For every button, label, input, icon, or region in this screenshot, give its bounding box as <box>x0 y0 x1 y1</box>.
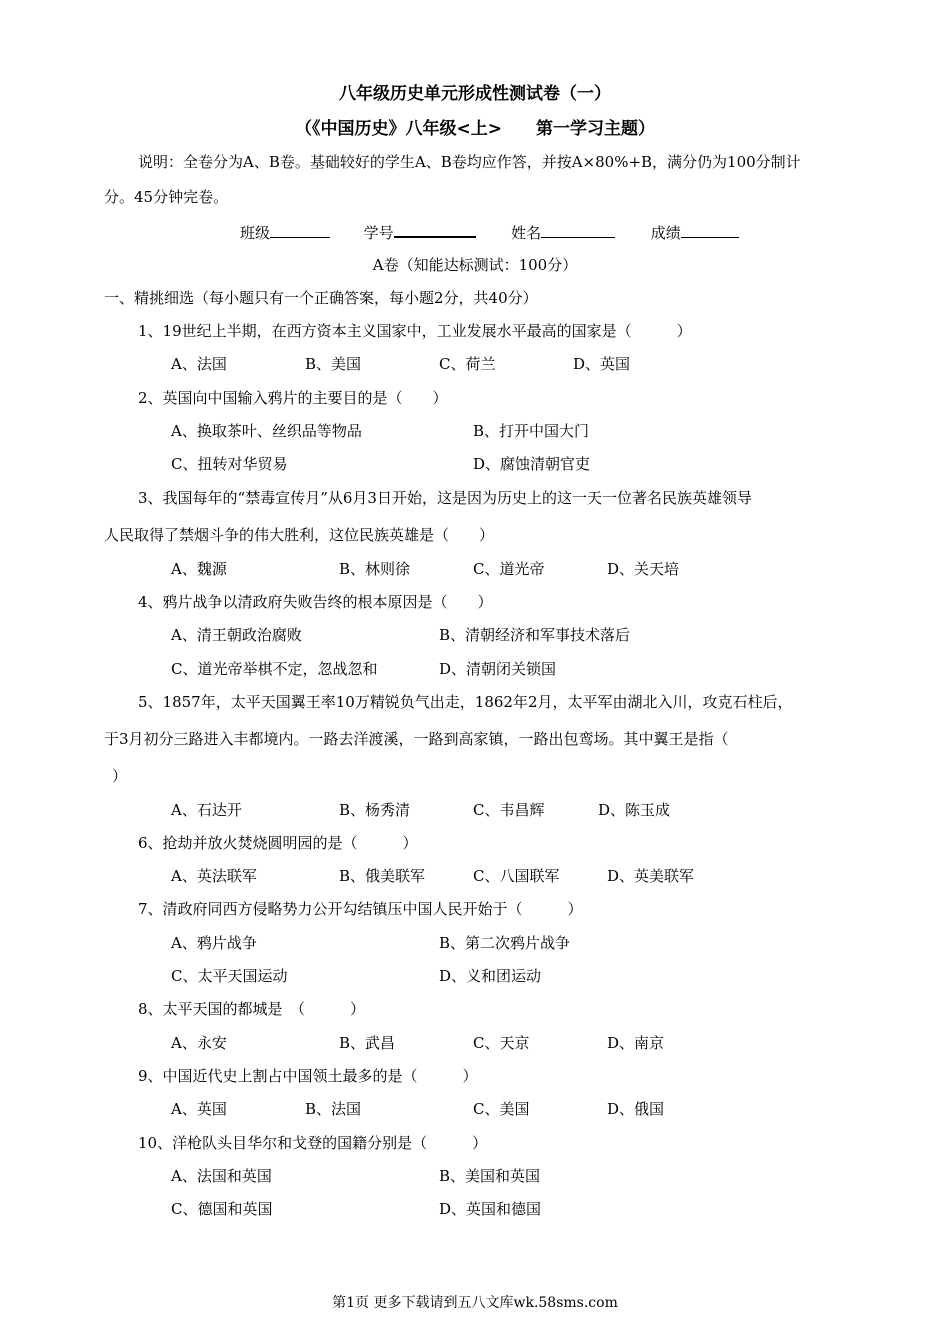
q10-option-b: B、美国和英国 <box>439 1167 541 1185</box>
q8-option-d: D、南京 <box>607 1034 665 1052</box>
question-10-stem: 10、洋枪队头目华尔和戈登的国籍分别是（ ） <box>138 1134 488 1152</box>
q10-option-a: A、法国和英国 <box>171 1167 272 1185</box>
q4-option-d: D、清朝闭关锁国 <box>439 660 557 678</box>
q9-option-d: D、俄国 <box>607 1100 665 1118</box>
part-1-heading: 一、精挑细选（每小题只有一个正确答案，每小题2分，共40分） <box>104 289 538 307</box>
class-field[interactable] <box>270 222 330 238</box>
q5-option-c: C、韦昌辉 <box>473 801 545 819</box>
q9-option-b: B、法国 <box>305 1100 362 1118</box>
q1-option-d: D、英国 <box>573 355 631 373</box>
section-a-header: A卷（知能达标测试：100分） <box>372 256 578 274</box>
q9-option-a: A、英国 <box>171 1100 227 1118</box>
q1-option-b: B、美国 <box>305 355 362 373</box>
q3-option-a: A、魏源 <box>171 560 227 578</box>
question-8-stem: 8、太平天国的都城是 （ ） <box>138 1000 366 1018</box>
page-title: 八年级历史单元形成性测试卷（一） <box>339 84 611 104</box>
q9-option-c: C、美国 <box>473 1100 530 1118</box>
number-label: 学号 <box>363 224 394 242</box>
q7-option-a: A、鸦片战争 <box>171 934 257 952</box>
page-subtitle: （《中国历史》八年级<上> 第一学习主题） <box>295 119 655 139</box>
score-field[interactable] <box>681 222 739 238</box>
q7-option-b: B、第二次鸦片战争 <box>439 934 571 952</box>
number-field[interactable] <box>394 221 476 238</box>
name-field[interactable] <box>541 222 615 238</box>
question-6-stem: 6、抢劫并放火焚烧圆明园的是（ ） <box>138 834 418 852</box>
q7-option-d: D、义和团运动 <box>439 967 542 985</box>
question-5-stem-cont: 于3月初分三路进入丰都境内。一路去洋渡溪，一路到高家镇，一路出包鸾场。其中翼王是指（ <box>104 730 729 748</box>
question-4-stem: 4、鸦片战争以清政府失败告终的根本原因是（ ） <box>138 593 493 611</box>
question-2-stem: 2、英国向中国输入鸦片的主要目的是（ ） <box>138 389 448 407</box>
q6-option-a: A、英法联军 <box>171 867 257 885</box>
student-info-row <box>240 221 739 243</box>
name-label: 姓名 <box>511 224 542 242</box>
q2-option-a: A、换取茶叶、丝织品等物品 <box>171 422 362 440</box>
score-label: 成绩 <box>650 224 681 242</box>
q4-option-c: C、道光帝举棋不定，忽战忽和 <box>171 660 378 678</box>
page-footer: 第1页 更多下载请到五八文库wk.58sms.com <box>332 1295 618 1311</box>
q5-option-b: B、杨秀清 <box>339 801 411 819</box>
q3-option-b: B、林则徐 <box>339 560 411 578</box>
q7-option-c: C、太平天国运动 <box>171 967 288 985</box>
q3-option-c: C、道光帝 <box>473 560 545 578</box>
q2-option-c: C、扭转对华贸易 <box>171 455 288 473</box>
instructions-line-2: 分。45分钟完卷。 <box>104 188 229 206</box>
q8-option-b: B、武昌 <box>339 1034 396 1052</box>
q1-option-c: C、荷兰 <box>439 355 496 373</box>
question-5-stem: 5、1857年，太平天国翼王率10万精锐负气出走，1862年2月，太平军由湖北入川，攻克石柱后， <box>138 693 793 711</box>
q4-option-b: B、清朝经济和军事技术落后 <box>439 626 631 644</box>
q10-option-c: C、德国和英国 <box>171 1200 273 1218</box>
question-3-stem-cont: 人民取得了禁烟斗争的伟大胜利，这位民族英雄是（ ） <box>104 526 495 544</box>
question-1-stem: 1、19世纪上半期，在西方资本主义国家中，工业发展水平最高的国家是（ ） <box>138 322 692 340</box>
q6-option-d: D、英美联军 <box>607 867 695 885</box>
q2-option-d: D、腐蚀清朝官吏 <box>473 455 591 473</box>
q8-option-a: A、永安 <box>171 1034 227 1052</box>
q5-option-d: D、陈玉成 <box>598 801 671 819</box>
q10-option-d: D、英国和德国 <box>439 1200 542 1218</box>
q4-option-a: A、清王朝政治腐败 <box>171 626 302 644</box>
q6-option-c: C、八国联军 <box>473 867 560 885</box>
q8-option-c: C、天京 <box>473 1034 530 1052</box>
question-9-stem: 9、中国近代史上割占中国领土最多的是（ ） <box>138 1067 478 1085</box>
instructions-line-1: 说明：全卷分为A、B卷。基础较好的学生A、B卷均应作答，并按A×80%+B，满分仍为100分制计 <box>138 153 801 171</box>
class-label: 班级 <box>240 224 271 242</box>
q6-option-b: B、俄美联军 <box>339 867 426 885</box>
q3-option-d: D、关天培 <box>607 560 680 578</box>
q1-option-a: A、法国 <box>171 355 227 373</box>
question-7-stem: 7、清政府同西方侵略势力公开勾结镇压中国人民开始于（ ） <box>138 900 583 918</box>
question-5-stem-end: ） <box>112 767 128 785</box>
q2-option-b: B、打开中国大门 <box>473 422 590 440</box>
question-3-stem: 3、我国每年的“禁毒宣传月”从6月3日开始，这是因为历史上的这一天一位著名民族英雄领导 <box>138 489 752 507</box>
q5-option-a: A、石达开 <box>171 801 242 819</box>
